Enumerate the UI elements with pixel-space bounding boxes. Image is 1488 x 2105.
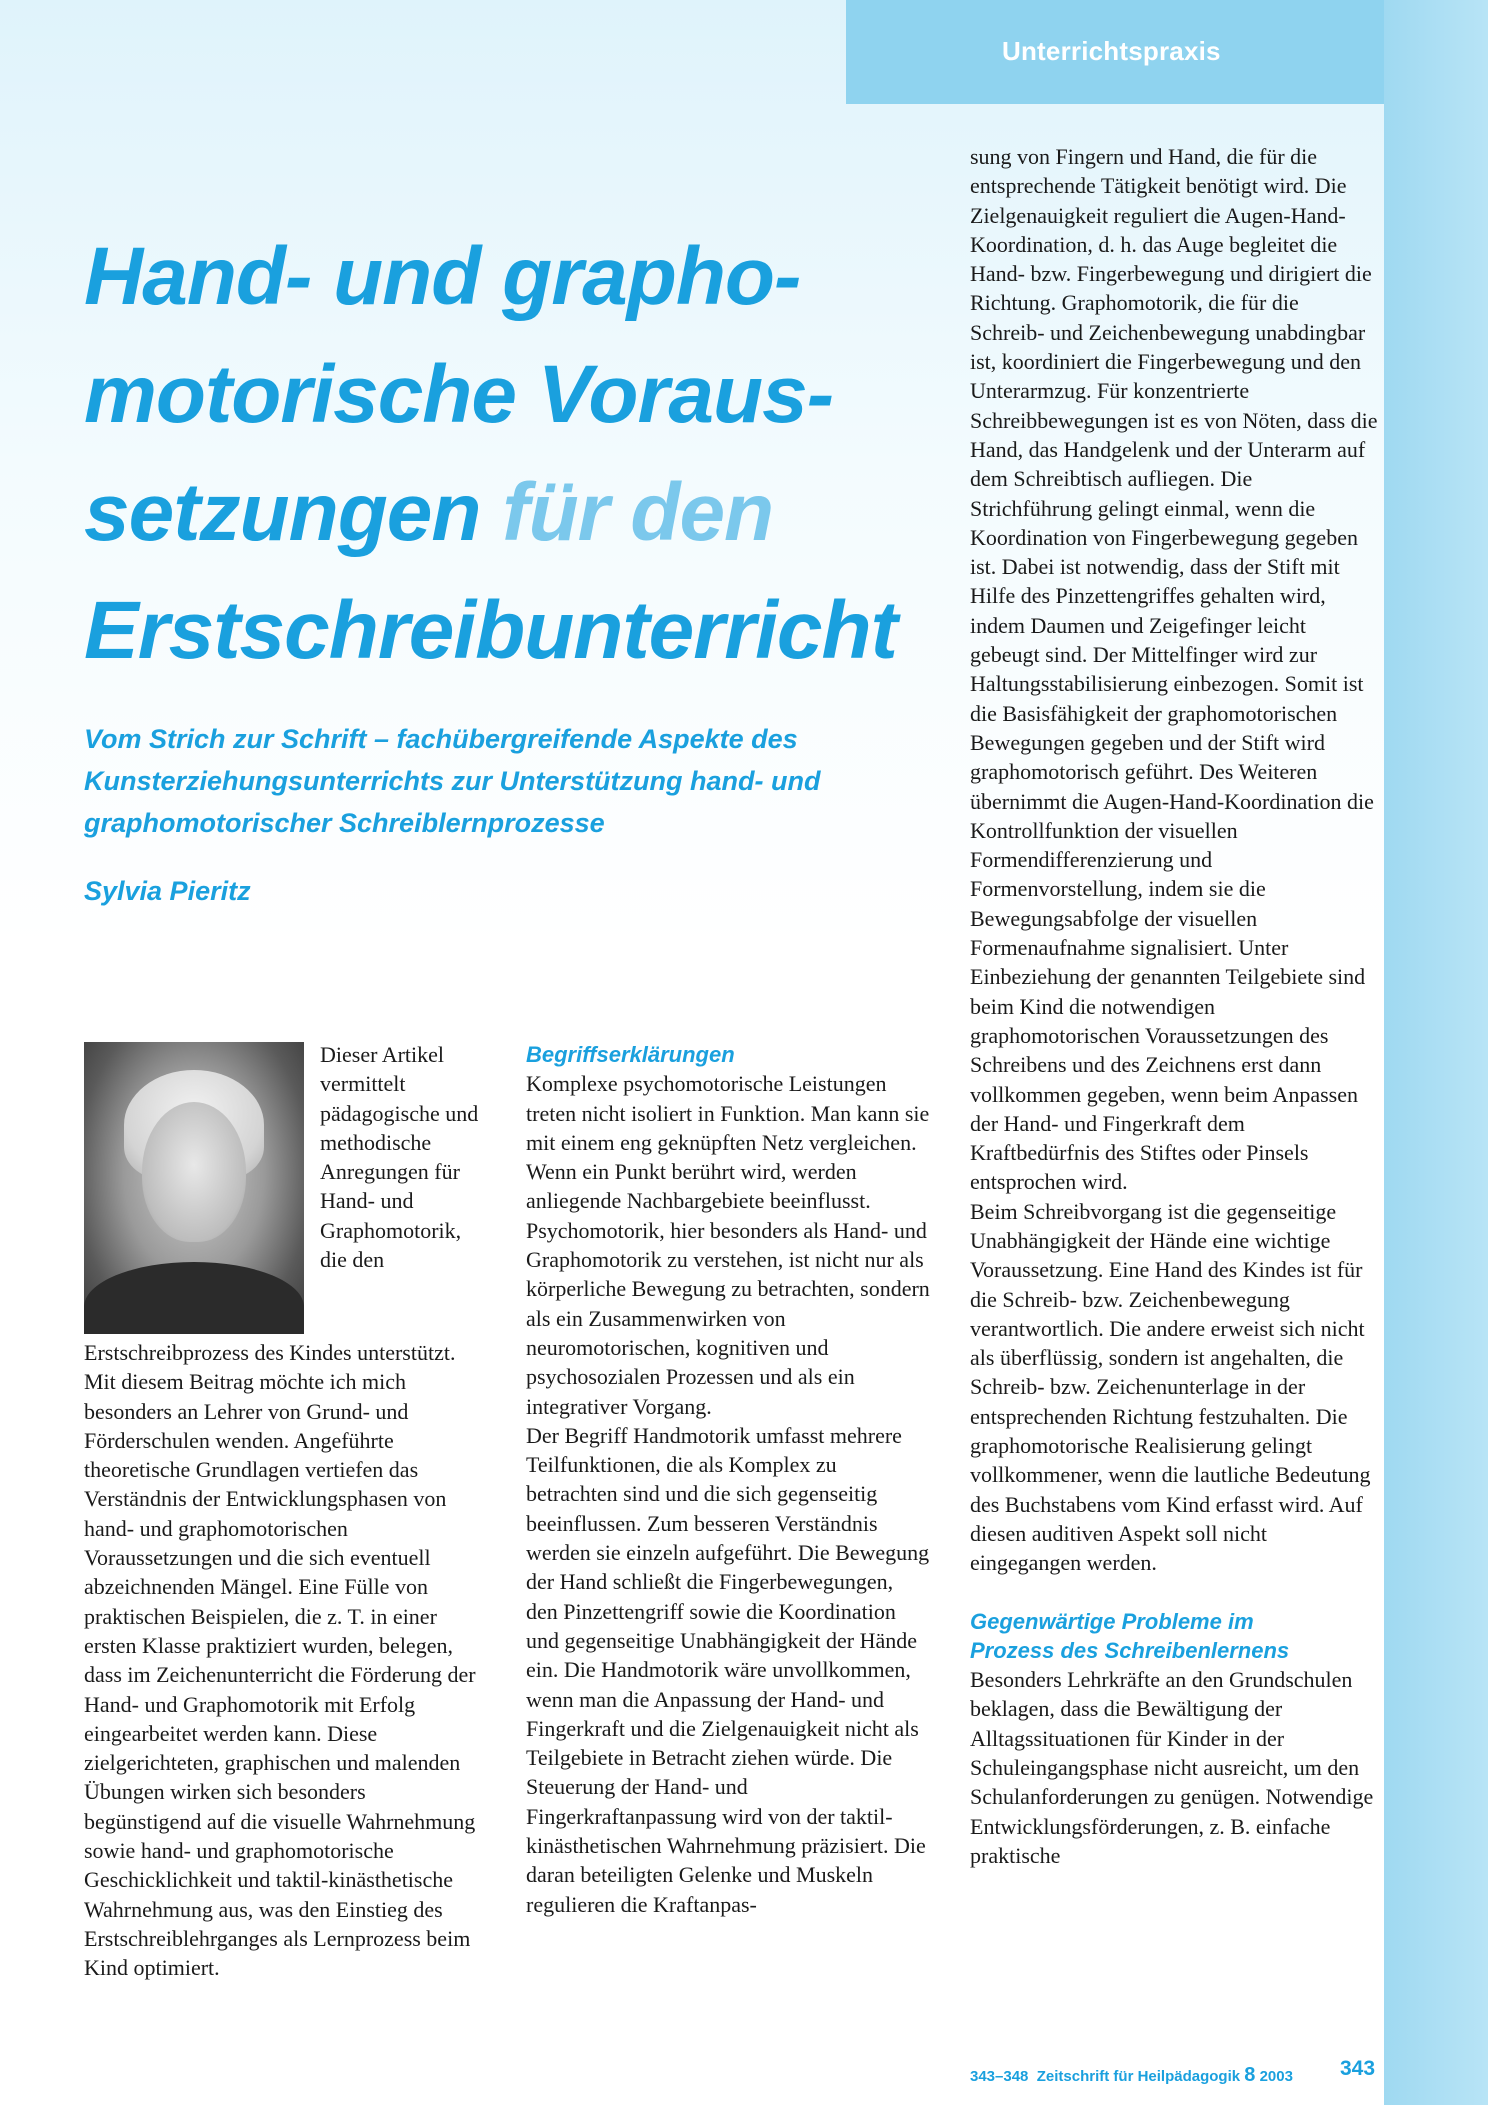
page-number: 343 — [1340, 2057, 1376, 2080]
article-title — [84, 218, 944, 690]
intro-paragraph: Dieser Artikel vermittelt pädagogische und methodische Anregungen für Hand- und Graphomotorik, die den Erstschreibprozess des Kindes unterstützt. Mit diesem Beitrag möchte ich mich besonders an Lehrer von Grund- und Förderschulen wenden. Angeführte theoretische Grundlagen vertiefen das Verständnis der Entwicklungsphasen von hand- und graphomotorischen Voraussetzungen und die sich eventuell abzeichnenden Mängel. Eine Fülle von praktischen Beispielen, die z. T. in einer ersten Klasse praktiziert wurden, belegen, dass im Zeichenunterricht die Förderung der Hand- und Graphomotorik mit Erfolg eingearbeitet werden kann. Diese zielgerichteten, graphischen und malenden Übungen wirken sich besonders begünstigend auf die visuelle Wahrnehmung sowie hand- und graphomotorische Geschicklichkeit und taktil-kinästhetische Wahrnehmung aus, was den Einstieg des Erstschreiblehrganges als Lernprozess beim Kind optimiert. — [84, 1042, 479, 1981]
author-name: Sylvia Pieritz — [84, 876, 251, 906]
issue-number: 8 — [1244, 2064, 1256, 2086]
right-color-band — [1384, 0, 1488, 2105]
article-subtitle — [84, 718, 904, 844]
column-left — [84, 1040, 484, 1983]
heading-line-1: Gegenwärtige Probleme im — [970, 1608, 1254, 1634]
journal-name: Zeitschrift für Heilpädagogik — [1036, 2068, 1241, 2085]
section-heading-problems — [970, 1607, 1378, 1666]
column-right — [970, 142, 1378, 1870]
subtitle-line-1: Vom Strich zur Schrift – fachübergreifende Aspekte des — [84, 724, 798, 754]
column-middle — [526, 1040, 930, 1919]
subtitle-line-2: Kunsterziehungsunterrichts zur Unterstützung hand- und — [84, 766, 821, 796]
paragraph: Besonders Lehrkräfte an den Grundschulen beklagen, dass die Bewältigung der Alltagssituationen für Kinder in der Schuleingangsphase nicht ausreicht, um den Schulanforderungen zu genügen. Notwendige Entwicklungsförderungen, z. B. einfache praktische — [970, 1667, 1374, 1868]
author-photo — [84, 1042, 304, 1334]
journal-reference — [970, 2064, 1293, 2087]
heading-line-2: Prozess des Schreibenlernens — [970, 1637, 1290, 1663]
paragraph: Beim Schreibvorgang ist die gegenseitige Unabhängigkeit der Hände eine wichtige Voraussetzung. Eine Hand des Kindes ist für die Schreib- bzw. Zeichenbewegung verantwortlich. Die andere erweist sich nicht als überflüssig, sondern ist angehalten, die Schreib- bzw. Zeichenunterlage in der entsprechenden Richtung festzuhalten. Die graphomotorische Realisierung gelingt vollkommener, wenn die lautliche Bedeutung des Buchstabens vom Kind erfasst wird. Auf diesen auditiven Aspekt soll nicht eingegangen werden. — [970, 1198, 1371, 1576]
section-heading-definitions: Begriffserklärungen — [526, 1042, 735, 1067]
section-label: Unterrichtspraxis — [1002, 36, 1221, 66]
journal-year: 2003 — [1259, 2068, 1293, 2085]
title-line-3-light: für den — [502, 467, 774, 558]
title-line-2: motorische Voraus- — [84, 349, 834, 440]
subtitle-line-3: graphomotorischer Schreiblernprozesse — [84, 808, 605, 838]
page-range: 343–348 — [970, 2068, 1029, 2085]
paragraph: Der Begriff Handmotorik umfasst mehrere Teilfunktionen, die als Komplex zu betrachten sind und die sich gegenseitig beeinflussen. Zum besseren Verständnis werden sie einzeln aufgeführt. Die Bewegung der Hand schließt die Fingerbewegungen, den Pinzettengriff sowie die Koordination und gegenseitige Unabhängigkeit der Hände ein. Die Handmotorik wäre unvollkommen, wenn man die Anpassung der Hand- und Fingerkraft und die Zielgenauigkeit nicht als Teilgebiete in Betracht ziehen würde. Die Steuerung der Hand- und Fingerkraftanpassung wird von der taktil-kinästhetischen Wahrnehmung präzisiert. Die daran beteiligten Gelenke und Muskeln regulieren die Kraftanpas- — [526, 1422, 930, 1917]
title-line-3 — [84, 454, 944, 572]
title-line-1: Hand- und grapho- — [84, 231, 801, 322]
paragraph: Komplexe psychomotorische Leistungen treten nicht isoliert in Funktion. Man kann sie mit einem eng geknüpften Netz vergleichen. Wenn ein Punkt berührt wird, werden anliegende Nachbargebiete beeinflusst. Psychomotorik, hier besonders als Hand- und Graphomotorik zu verstehen, ist nicht nur als körperliche Bewegung zu betrachten, sondern als ein Zusammenwirken von neuromotorischen, kognitiven und psychosozialen Prozessen und als ein integrativer Vorgang. — [526, 1071, 930, 1419]
title-line-3-dark: setzungen — [84, 467, 503, 558]
paragraph: sung von Fingern und Hand, die für die entsprechende Tätigkeit benötigt wird. Die Zielgenauigkeit reguliert die Augen-Hand-Koordination, d. h. das Auge begleitet die Hand- bzw. Fingerbewegung und dirigiert die Richtung. Graphomotorik, die für die Schreib- und Zeichenbewegung unabdingbar ist, koordiniert die Fingerbewegung und den Unterarmzug. Für konzentrierte Schreibbewegungen ist es von Nöten, dass die Hand, das Handgelenk und der Unterarm auf dem Schreibtisch aufliegen. Die Strichführung gelingt einmal, wenn die Koordination von Fingerbewegung gegeben ist. Dabei ist notwendig, dass der Stift mit Hilfe des Pinzettengriffes gehalten wird, indem Daumen und Zeigefinger leicht gebeugt sind. Der Mittelfinger wird zur Haltungsstabilisierung einbezogen. Somit ist die Basisfähigkeit der graphomotorischen Bewegungen gegeben und der Stift wird graphomotorisch geführt. Des Weiteren übernimmt die Augen-Hand-Koordination die Kontrollfunktion der visuellen Formendifferenzierung und Formenvorstellung, indem sie die Bewegungsabfolge der visuellen Formenaufnahme signalisiert. Unter Einbeziehung der genannten Teilgebiete sind beim Kind die notwendigen graphomotorischen Voraussetzungen des Schreibens und des Zeichnens erst dann vollkommen gegeben, wenn beim Anpassen der Hand- und Fingerkraft dem Kraftbedürfnis des Stiftes oder Pinsels entsprochen wird. — [970, 144, 1378, 1195]
title-line-4: Erstschreibunterricht — [84, 585, 897, 676]
